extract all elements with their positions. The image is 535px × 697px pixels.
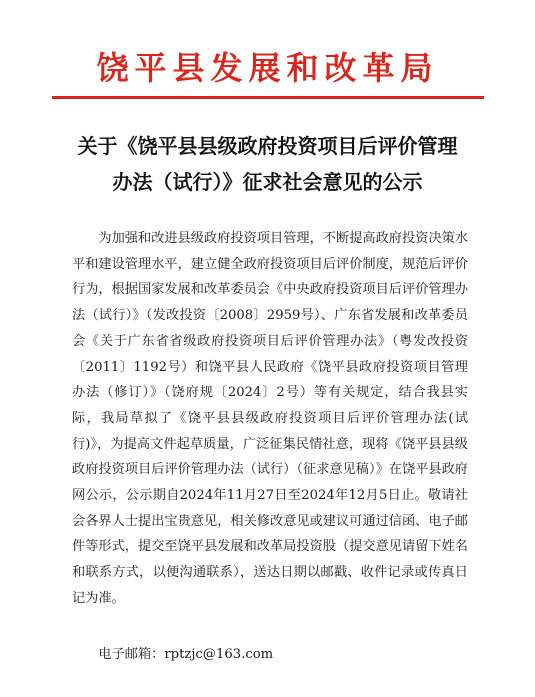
document-body-paragraph: 为加强和改进县级政府投资项目管理，不断提高政府投资决策水平和建设管理水平，建立健全政府投资项目后评价制度，规范后评价行为，根据国家发展和改革委员会《中央政府投资项目后评价管理办法（试行）》（发改投资〔2008〕2959号）、广东省发展和改革委员会《关于广东省省级政府投资项目后评价管理办法》（粤发改投资〔2011〕1192号）和饶平县人民政府《饶平县政府投资项目管理办法（修订）》（饶府规〔2024〕2号）等有关规定，结合我县实际，我局草拟了《饶平县县级政府投资项目后评价管理办法(试行)》，为提高文件起草质量，广泛征集民情社意，现将《饶平县县级政府投资项目后评价管理办法（试行）（征求意见稿）》在饶平县政府网公示，公示期自2024年11月27日至2024年12月5日止。敬请社会各界人士提出宝贵意见，相关修改意见或建议可通过信函、电子邮件等形式，提交至饶平县发展和改革局投资股（提交意见请留下姓名和联系方式，以便沟通联系），送达日期以邮戳、收件记录或传真日记为准。 (72, 231, 468, 606)
document-title-line-1: 关于《饶平县县级政府投资项目后评价管理 (77, 134, 458, 158)
letterhead-red-rule (52, 96, 484, 99)
letterhead-org-name: 饶平县发展和改革局 (96, 49, 439, 87)
document-title (40, 128, 495, 200)
document-title-line-2: 办法（试行）》征求社会意见的公示 (112, 170, 423, 194)
contact-email-line: 电子邮箱：rptzjc@163.com (98, 647, 274, 662)
